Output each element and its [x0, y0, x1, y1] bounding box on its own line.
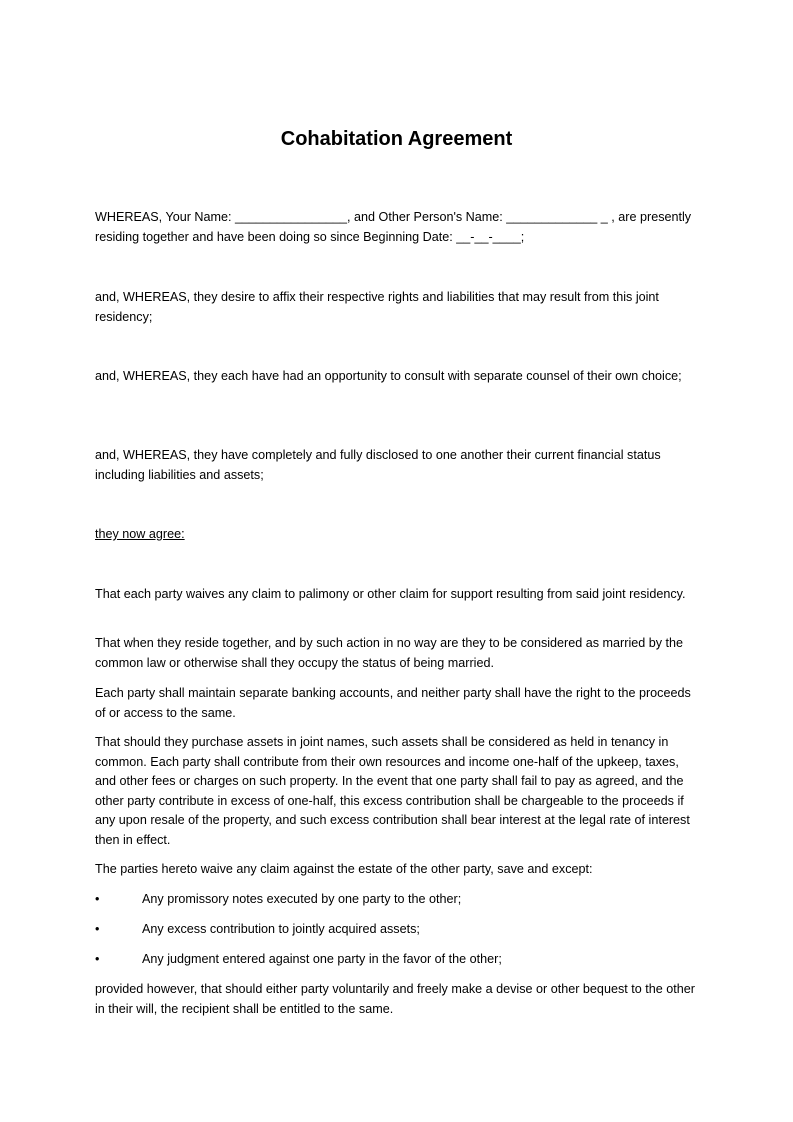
clause-palimony: That each party waives any claim to palimony or other claim for support resulting from said joint residency. [95, 587, 686, 601]
bullet-text: Any promissory notes executed by one party to the other; [142, 892, 462, 906]
bullet-text: Any excess contribution to jointly acquired assets; [142, 922, 420, 936]
bullet-dot-icon: • [95, 922, 100, 936]
agree-heading-text: they now agree: [95, 527, 185, 541]
paragraph-whereas-disclosure: and, WHEREAS, they have completely and fully disclosed to one another their current financial status including liabilities and assets; [95, 448, 661, 482]
document-title: Cohabitation Agreement [280, 128, 513, 150]
paragraph-whereas-names: WHEREAS, Your Name: ________________, and Other Person's Name: _____________ _ , are presently residing together and have been doing so since Beginning Date: __-__-____; [95, 210, 692, 244]
paragraph-whereas-rights: and, WHEREAS, they desire to affix their respective rights and liabilities that may result from this joint residency; [95, 290, 659, 324]
bullet-dot-icon: • [95, 892, 100, 906]
clause-joint-assets: That should they purchase assets in joint names, such assets shall be considered as held in tenancy in common. Each party shall contribute from their own resources and income one-half of the upkeep, taxes, and other fees or charges on such property. In the event that one party shall fail to pay as agreed, and the other party contribute in excess of one-half, this excess contribution shall be chargeable to the proceeds if any upon resale of the property, and such excess contribution shall bear interest at the legal rate of interest then in effect. [95, 735, 690, 847]
paragraph-whereas-counsel: and, WHEREAS, they each have had an opportunity to consult with separate counsel of their own choice; [95, 369, 682, 383]
agree-heading [95, 525, 700, 545]
clause-not-married: That when they reside together, and by such action in no way are they to be considered as married by the common law or otherwise shall they occupy the status of being married. [95, 636, 684, 670]
bullet-text: Any judgment entered against one party in the favor of the other; [142, 952, 502, 966]
clause-banking: Each party shall maintain separate banking accounts, and neither party shall have the right to the proceeds of or access to the same. [95, 686, 691, 720]
clause-will-provision: provided however, that should either party voluntarily and freely make a devise or other bequest to the other in their will, the recipient shall be entitled to the same. [95, 982, 695, 1016]
clause-estate: The parties hereto waive any claim against the estate of the other party, save and except: [95, 862, 593, 876]
bullet-dot-icon: • [95, 952, 100, 966]
